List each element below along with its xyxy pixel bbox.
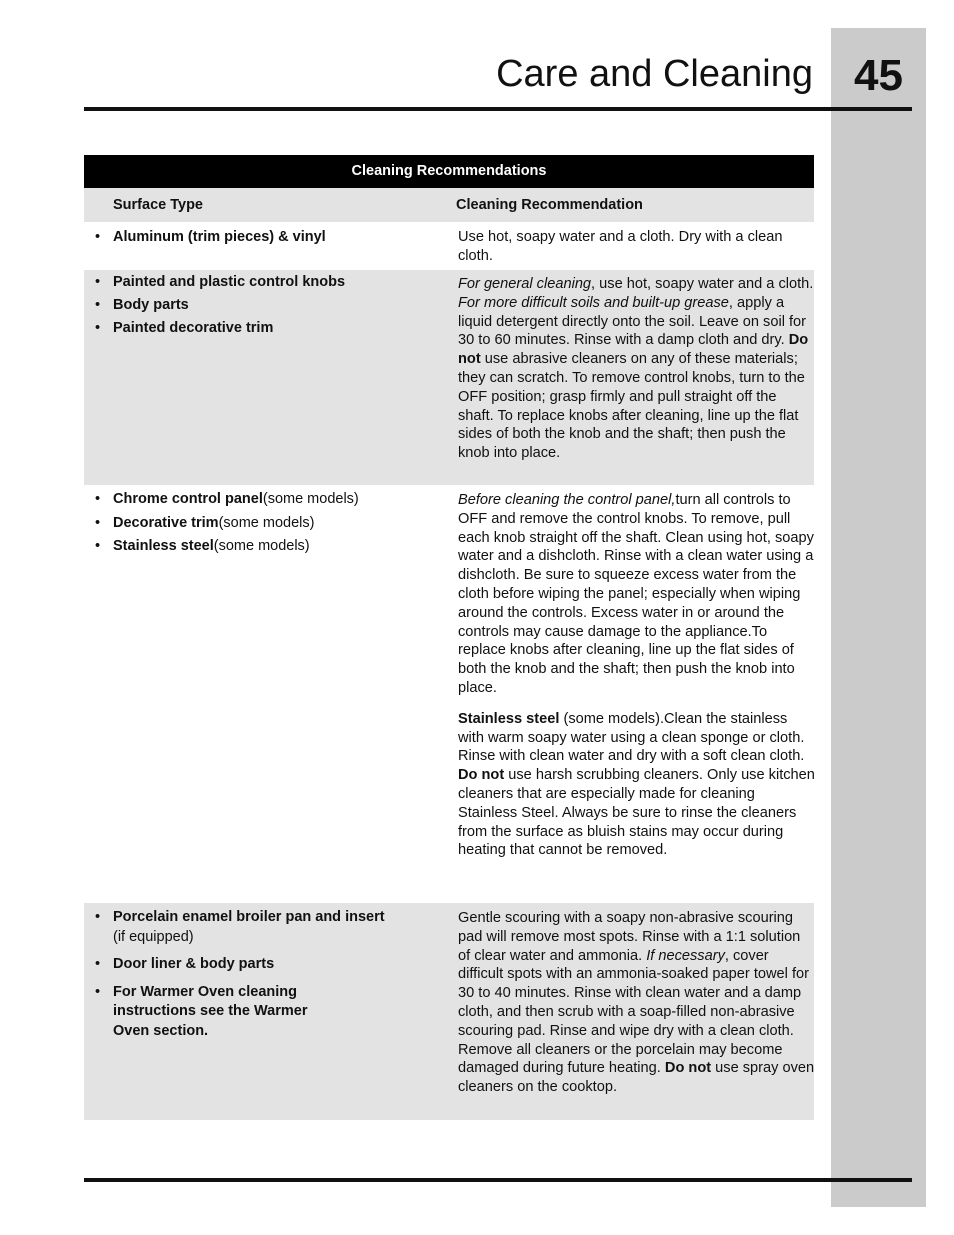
surface-list [95,273,395,339]
recommendation-text: Use hot, soapy water and a cloth. Dry with a clean cloth. [458,229,783,264]
cleaning-table [84,155,814,1120]
top-divider [84,107,912,111]
list-item: • Painted and plastic control knobs [95,273,395,293]
list-item: • For Warmer Oven cleaning instructions see the Warmer Oven section. [95,983,343,1042]
surface-list [95,228,395,248]
list-item: • Chrome control panel(some models) [95,490,395,510]
page-sidebar-tab [831,28,926,1207]
recommendation-text: Gentle scouring with a soapy non-abrasive scouring pad will remove most spots. Rinse with a 1:1 solution of clear water and ammonia. If necessary, cover difficult spots with an ammonia-soaked paper towel for 30 to 40 minutes. Rinse with clean water and a damp cloth, and then scrub with a soap-filled non-abrasive scouring pad. Rinse and wipe dry with a clean cloth. Remove all cleaners or the porcelain may become damaged during future heating. Do not use spray oven cleaners on the cooktop. [458,910,815,1096]
list-item: • Painted decorative trim [95,319,395,339]
table-row [84,222,814,270]
column-header-row [84,188,814,222]
page-title: Care and Cleaning [496,53,813,95]
surface-list [95,908,395,1041]
list-item: • Stainless steel(some models) [95,537,395,557]
table-title: Cleaning Recommendations [84,155,814,188]
list-item: • Porcelain enamel broiler pan and insert (if equipped) [95,908,395,947]
table-row [84,485,814,903]
surface-list [95,490,395,557]
list-item: • Decorative trim(some models) [95,514,395,534]
page-number: 45 [854,51,903,100]
column-header-recommendation: Cleaning Recommendation [456,197,643,213]
table-row [84,903,814,1120]
list-item: • Body parts [95,296,395,316]
column-header-surface: Surface Type [113,197,203,213]
list-item: • Door liner & body parts [95,955,395,975]
list-item: • Aluminum (trim pieces) & vinyl [95,228,395,248]
recommendation-text: Before cleaning the control panel,turn all controls to OFF and remove the control knobs. To remove, pull each knob straight off the shaft. Clean using hot, soapy water and a dishcloth. Rinse with a clean water using a dishcloth. Be sure to squeeze excess water from the cloth before wiping the panel; especially when wiping around the controls. Excess water in or around the controls may cause damage to the appliance.To replace knobs after cleaning, line up the flat sides of both the knob and the shaft; then push the knob into place. Stainless steel (some models).Clean the stainless with warm soapy water using a clean sponge or cloth. Rinse with clean water and dry with a soft clean cloth. Do not use harsh scrubbing cleaners. Only use kitchen cleaners that are especially made for cleaning Stainless Steel. Always be sure to rinse the cleaners from the surface as bluish stains may occur during heating that cannot be removed. [458,492,815,859]
bottom-divider [84,1178,912,1182]
table-row [84,270,814,485]
recommendation-text: For general cleaning, use hot, soapy water and a cloth. For more difficult soils and built-up grease, apply a liquid detergent directly onto the soil. Leave on soil for 30 to 60 minutes. Rinse with a damp cloth and dry. Do not use abrasive cleaners on any of these materials; they can scratch. To remove control knobs, turn to the OFF position; grasp firmly and pull straight off the shaft. To replace knobs after cleaning, line up the flat sides of both the knob and the shaft; then push the knob into place. [458,276,814,462]
